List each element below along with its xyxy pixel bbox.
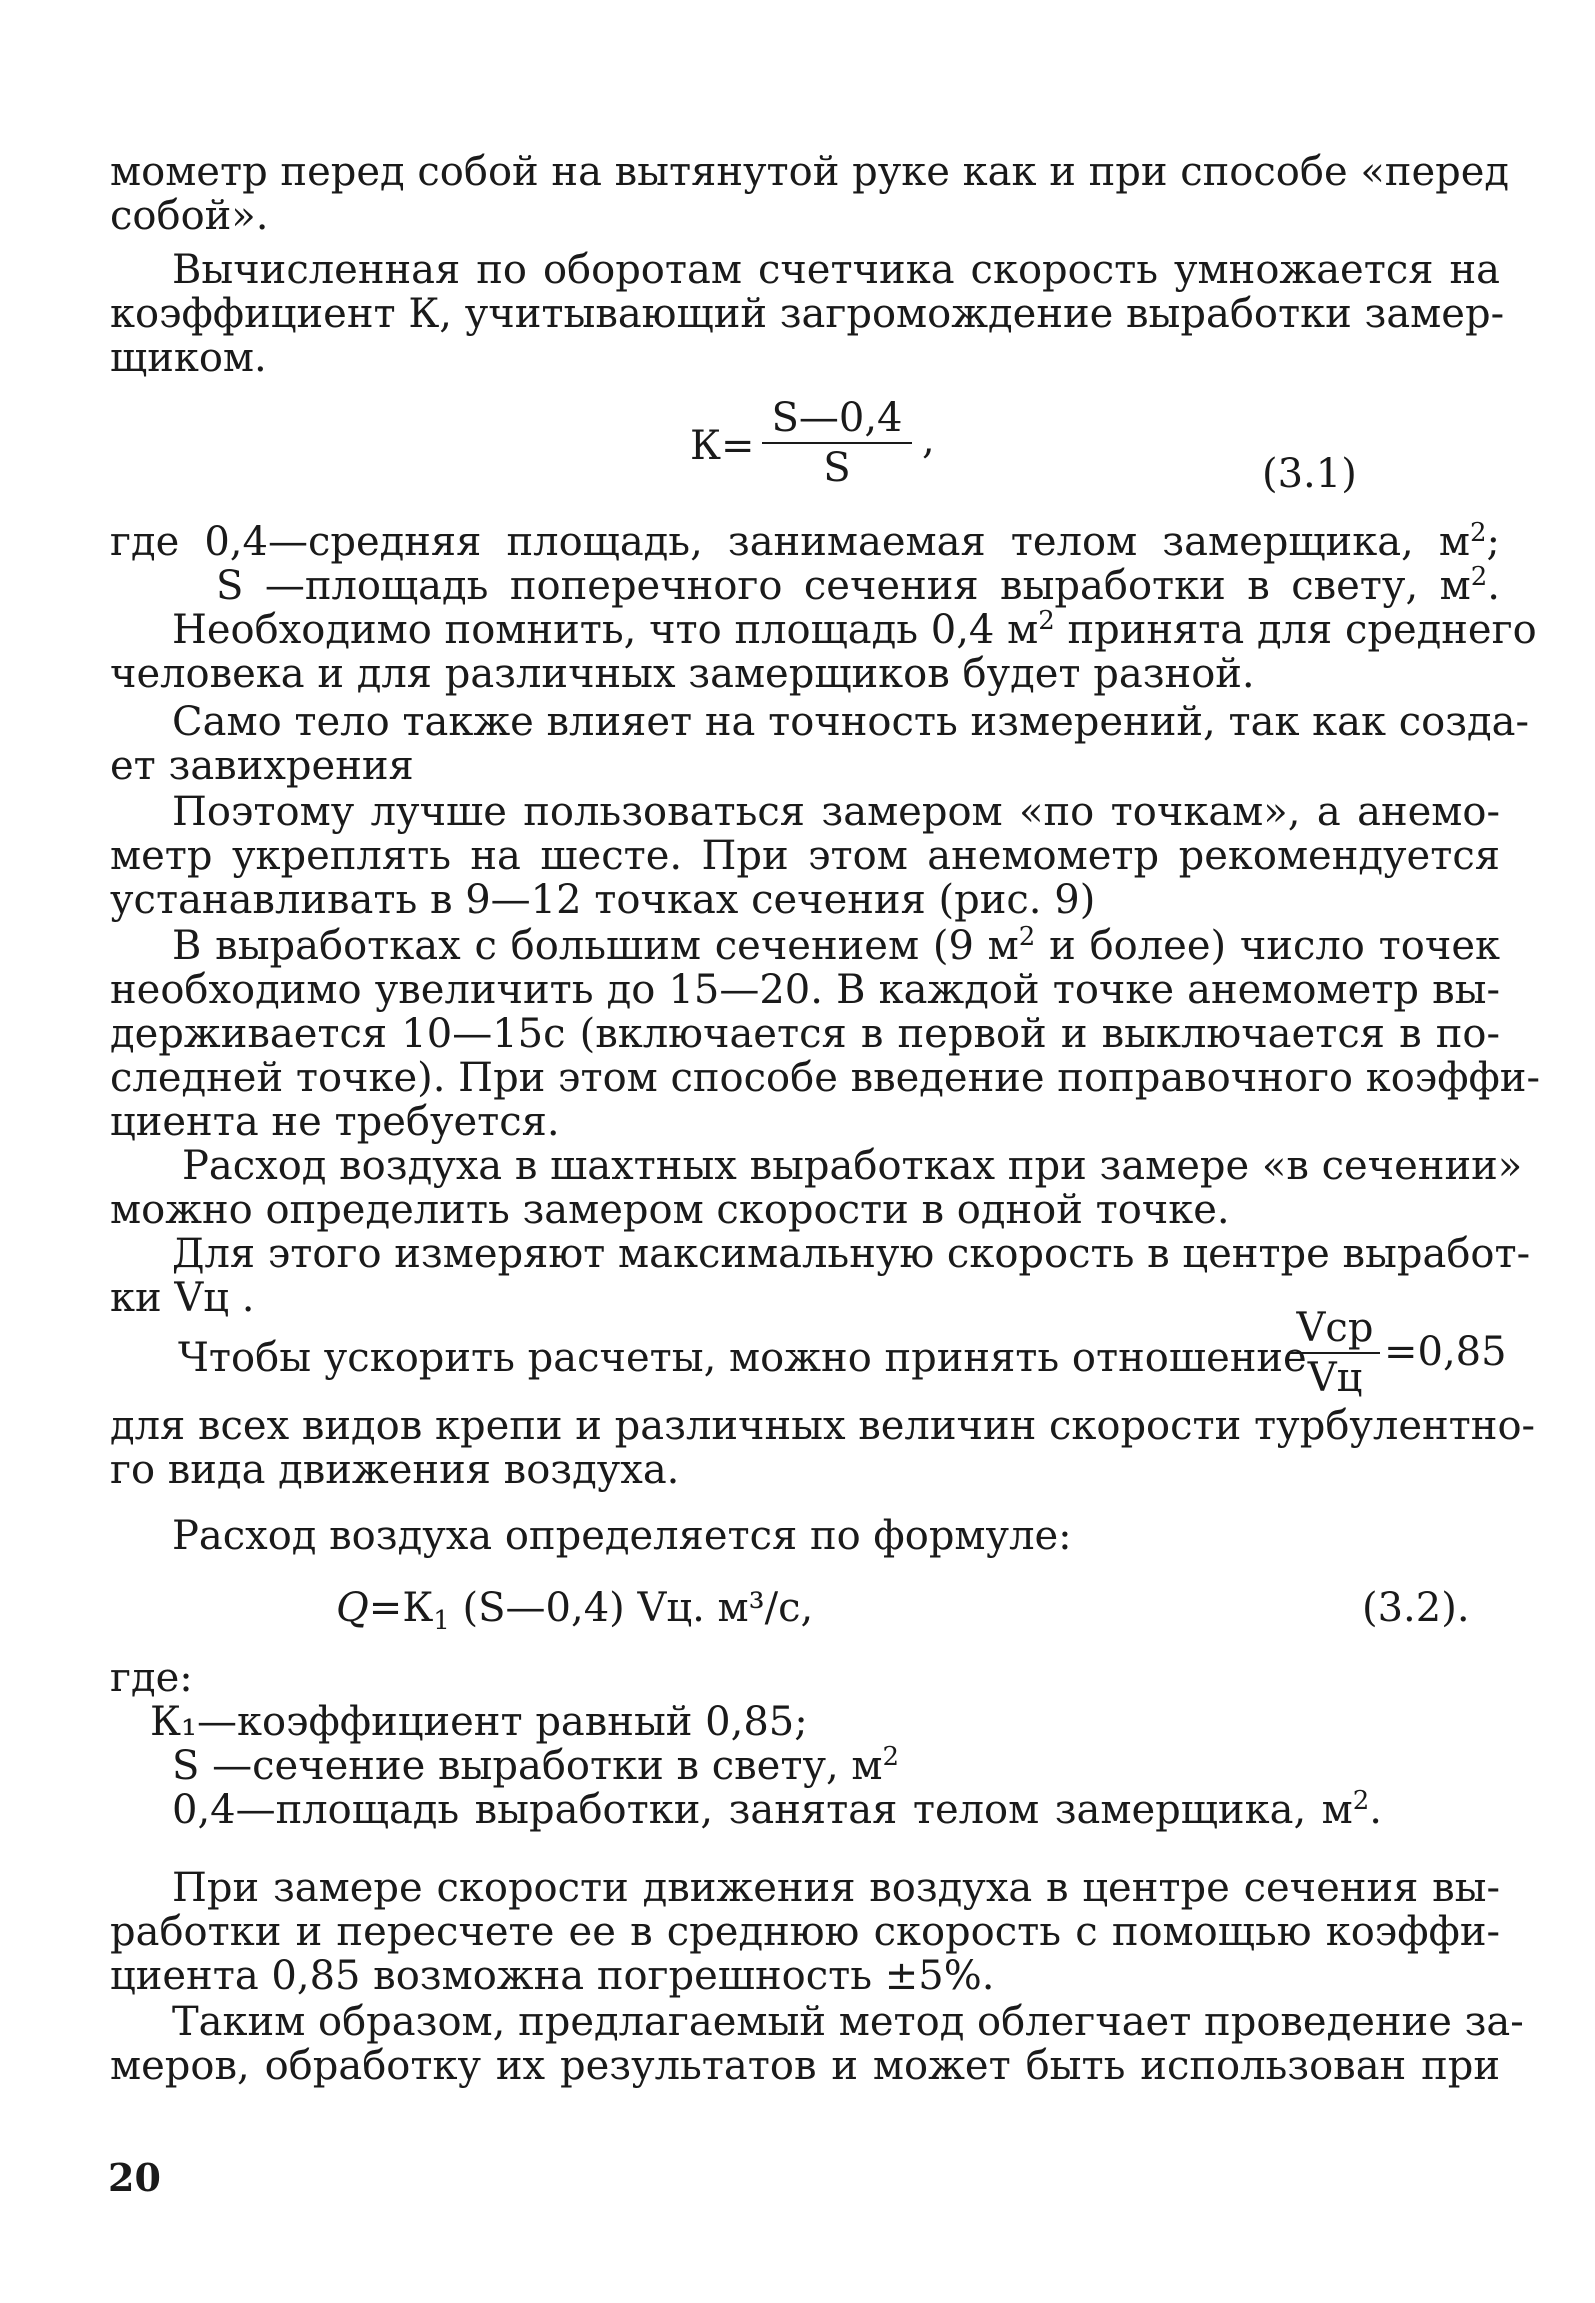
text-span: ;	[1486, 519, 1500, 565]
text-line: циента не требуется.	[110, 1099, 560, 1145]
text-line: Вычисленная по оборотам счетчика скорость умножается на	[172, 247, 1500, 293]
superscript: 2	[882, 1742, 900, 1772]
subscript: 1	[433, 1606, 450, 1636]
fraction-bar	[762, 442, 912, 444]
formula-comma: ,	[922, 417, 935, 463]
formula-text: (S—0,4) Vц. м³/с,	[449, 1585, 814, 1631]
text-line: необходимо увеличить до 15—20. В каждой точке анемометр вы-	[110, 967, 1500, 1013]
text-line: циента 0,85 возможна погрешность ±5%.	[110, 1953, 995, 1999]
text-span: В выработках с большим сечением (9 м	[172, 923, 1019, 969]
ratio-value: =0,85	[1384, 1329, 1507, 1375]
text-line: При замере скорости движения воздуха в центре сечения вы-	[172, 1865, 1500, 1911]
text-line: коэффициент К, учитывающий загромождение выработки замер-	[110, 291, 1505, 337]
text-line: держивается 10—15с (включается в первой и выключается в по-	[110, 1011, 1500, 1057]
text-line: Таким образом, предлагаемый метод облегчает проведение за-	[172, 1999, 1524, 2045]
text-line: следней точке). При этом способе введение поправочного коэффи-	[110, 1055, 1540, 1101]
equation-number: (3.2).	[1362, 1585, 1470, 1631]
formula-2	[336, 1585, 814, 1636]
superscript: 2	[1469, 518, 1487, 548]
text-line: меров, обработку их результатов и может быть использован при	[110, 2043, 1500, 2089]
page-number: 20	[108, 2155, 161, 2200]
text-line: щиком.	[110, 335, 267, 381]
text-line: собой».	[110, 193, 269, 239]
ratio-fraction	[1290, 1305, 1380, 1401]
text-span: принята для среднего	[1054, 607, 1537, 653]
text-line: мометр перед собой на вытянутой руке как и при способе «перед	[110, 149, 1510, 195]
equation-number: (3.1)	[1262, 451, 1357, 497]
formula-symbol: Q	[336, 1585, 369, 1631]
ratio-numerator: Vср	[1296, 1305, 1374, 1351]
text-line: го вида движения воздуха.	[110, 1447, 680, 1493]
text-span: 0,4—площадь выработки, занятая телом замерщика, м	[172, 1787, 1353, 1833]
text-span: где 0,4—средняя площадь, занимаемая телом замерщика, м	[110, 519, 1470, 565]
formula-text: =К	[368, 1585, 434, 1631]
text-line: ки Vц .	[110, 1275, 255, 1321]
formula-denominator: S	[823, 445, 851, 491]
superscript: 2	[1470, 562, 1488, 592]
text-span: .	[1487, 563, 1500, 609]
text-line	[172, 606, 1537, 653]
text-line: метр укреплять на шесте. При этом анемометр рекомендуется	[110, 833, 1500, 879]
text-line: Расход воздуха в шахтных выработках при замере «в сечении»	[182, 1143, 1523, 1189]
text-line	[110, 520, 1500, 564]
text-line: Расход воздуха определяется по формуле:	[172, 1513, 1072, 1559]
text-line: человека и для различных замерщиков будет разной.	[110, 651, 1255, 697]
text-line: можно определить замером скорости в одной точке.	[110, 1187, 1230, 1233]
text-line: Поэтому лучше пользоваться замером «по точкам», а анемо-	[172, 789, 1500, 835]
superscript: 2	[1352, 1786, 1370, 1816]
formula-numerator: S—0,4	[771, 395, 903, 441]
text-line	[172, 924, 1500, 968]
text-line	[172, 1788, 1382, 1832]
text-span: и более) число точек	[1035, 923, 1500, 969]
text-line: Для этого измеряют максимальную скорость в центре выработ-	[172, 1231, 1531, 1277]
text-line	[216, 564, 1500, 608]
formula-lhs: К=	[690, 423, 755, 469]
formula-fraction	[762, 395, 912, 491]
fraction-bar	[1290, 1352, 1380, 1354]
text-line: для всех видов крепи и различных величин скорости турбулентно-	[110, 1403, 1536, 1449]
text-line: ет завихрения	[110, 743, 414, 789]
superscript: 2	[1038, 606, 1055, 636]
text-line: где:	[110, 1655, 193, 1701]
text-span: S —сечение выработки в свету, м	[172, 1743, 883, 1789]
superscript: 2	[1018, 922, 1036, 952]
text-line: Само тело также влияет на точность измерений, так как созда-	[172, 699, 1530, 745]
text-line: работки и пересчете ее в среднюю скорость с помощью коэффи-	[110, 1909, 1500, 1955]
text-span: .	[1369, 1787, 1382, 1833]
text-line: К₁—коэффициент равный 0,85;	[150, 1699, 808, 1745]
text-span: Необходимо помнить, что площадь 0,4 м	[172, 607, 1039, 653]
text-span: S —площадь поперечного сечения выработки в свету, м	[216, 563, 1471, 609]
text-line: устанавливать в 9—12 точках сечения (рис. 9)	[110, 877, 1096, 923]
ratio-denominator: Vц	[1307, 1355, 1363, 1401]
text-line	[172, 1744, 899, 1788]
text-line: Чтобы ускорить расчеты, можно принять отношение	[178, 1335, 1307, 1381]
